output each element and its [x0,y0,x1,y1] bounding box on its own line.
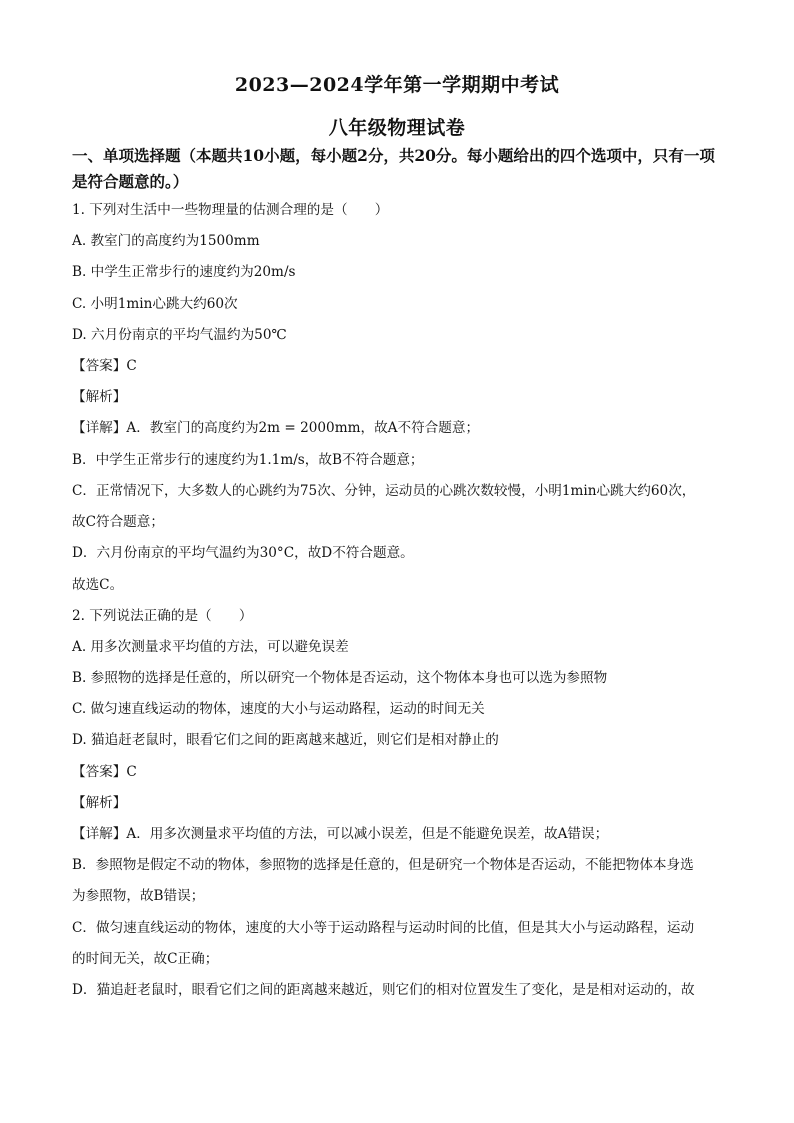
exam-subtitle: 八年级物理试卷 [328,117,466,139]
question-1-answer: 【答案】C [72,358,137,374]
question-2-answer: 【答案】C [72,764,137,780]
question-2-detail-c-cont: 的时间无关，故C正确； [72,951,219,967]
question-2-detail-b-cont: 为参照物，故B错误； [72,888,205,904]
question-1-detail-b: B．中学生正常步行的速度约为1.1m/s，故B不符合题意； [72,452,424,468]
question-2-detail-a: 【详解】A．用多次测量求平均值的方法，可以减小误差，但是不能避免误差，故A错误； [72,826,609,842]
question-1-option-b: B. 中学生正常步行的速度约为20m/s [72,264,296,280]
question-2-detail-c: C．做匀速直线运动的物体，速度的大小等于运动路程与运动时间的比值，但是其大小与运动路程，运动 [72,920,695,936]
question-1-conclusion: 故选C。 [72,577,124,593]
section-heading: 一、单项选择题（本题共10小题，每小题2分，共20分。每小题给出的四个选项中，只有一项是符合题意的。） [72,146,715,191]
question-2-analysis-label: 【解析】 [72,795,127,811]
question-1-detail-d: D．六月份南京的平均气温约为30°C，故D不符合题意。 [72,545,414,561]
question-2-option-a: A. 用多次测量求平均值的方法，可以避免误差 [72,639,349,655]
question-1-analysis-label: 【解析】 [72,389,127,405]
exam-title: 2023—2024学年第一学期期中考试 [234,74,560,96]
question-1-detail-c: C．正常情况下，大多数人的心跳约为75次、分钟，运动员的心跳次数较慢，小明1min心跳大约60次， [72,483,696,499]
question-2-option-d: D. 猫追赶老鼠时，眼看它们之间的距离越来越近，则它们是相对静止的 [72,732,499,748]
question-1-option-a: A. 教室门的高度约为1500mm [72,233,260,249]
question-2-stem: 2. 下列说法正确的是（ ） [72,608,253,624]
question-1-option-d: D. 六月份南京的平均气温约为50℃ [72,327,287,343]
question-2-option-c: C. 做匀速直线运动的物体，速度的大小与运动路程，运动的时间无关 [72,701,485,717]
question-2-detail-d: D．猫追赶老鼠时，眼看它们之间的距离越来越近，则它们的相对位置发生了变化，是是相对运动的，故 [72,982,695,998]
question-1-stem: 1. 下列对生活中一些物理量的估测合理的是（ ） [72,202,389,218]
question-2-option-b: B. 参照物的选择是任意的，所以研究一个物体是否运动，这个物体本身也可以选为参照物 [72,670,608,686]
question-1-detail-c-cont: 故C符合题意； [72,514,164,530]
question-1-detail-a: 【详解】A．教室门的高度约为2m = 2000mm，故A不符合题意； [72,420,480,436]
question-1-option-c: C. 小明1min心跳大约60次 [72,296,238,312]
question-2-detail-b: B．参照物是假定不动的物体，参照物的选择是任意的，但是研究一个物体是否运动，不能把物体本身选 [72,857,694,873]
